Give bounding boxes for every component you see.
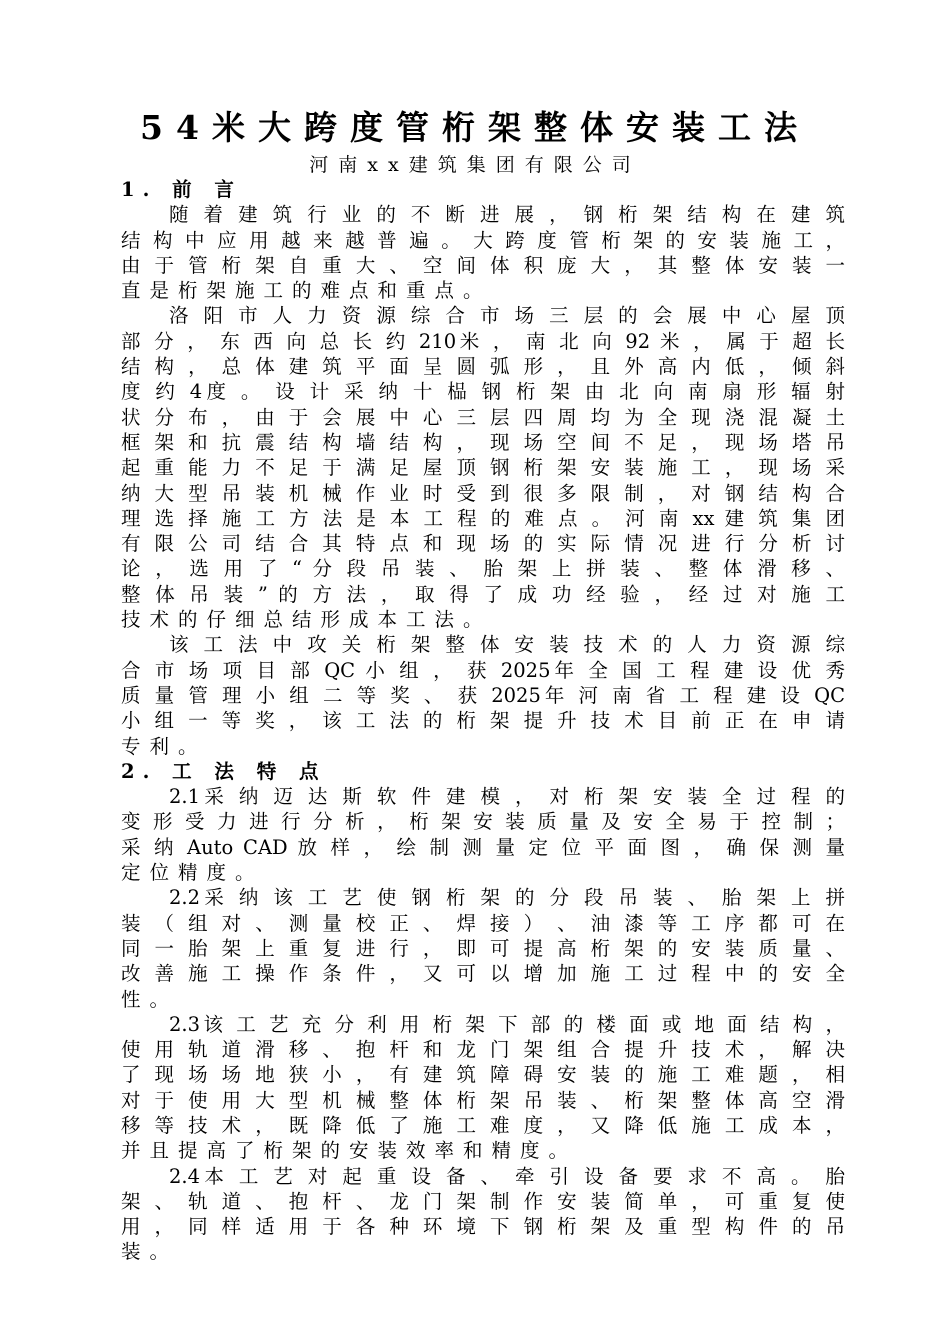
text-line: 小 组 一 等 奖 ， 该 工 法 的 桁 架 提 升 技 术 目 前 正 在 申 请 [121,709,845,733]
text-line: 框 架 和 抗 震 结 构 墙 结 构 ， 现 场 空 间 不 足 ， 现 场 塔 吊 [121,430,845,454]
text-line: 有 限 公 司 结 合 其 特 点 和 现 场 的 实 际 情 况 进 行 分 析 讨 [121,532,845,556]
section-heading: 1. 前 言 [121,178,242,201]
text-line: 改 善 施 工 操 作 条 件 ， 又 可 以 增 加 施 工 过 程 中 的 安 全 [121,962,845,986]
text-line: 质 量 管 理 小 组 二 等 奖 、 获 2025年 河 南 省 工 程 建 设 QC [121,683,845,707]
text-line: 技术的仔细总结形成本工法。 [121,608,492,632]
text-line: 部 分 ， 东 西 向 总 长 约 210米 ， 南 北 向 92 米 ， 属 于 超 长 [121,329,845,353]
text-line: 理 选 择 施 工 方 法 是 本 工 程 的 难 点 。 河 南 xx 建 筑 集 团 [121,506,845,530]
text-line: 结 构 ， 总 体 建 筑 平 面 呈 圆 弧 形 ， 且 外 高 内 低 ， 倾 斜 [121,355,845,379]
text-line: 变 形 受 力 进 行 分 析 ， 桁 架 安 装 质 量 及 安 全 易 于 控 制 ； [121,810,845,834]
section-heading: 2. 工 法 特 点 [121,759,327,783]
text-line: 对 于 使 用 大 型 机 械 整 体 桁 架 吊 装 、 桁 架 整 体 高 空 滑 [121,1088,845,1112]
text-line: 状 分 布 ， 由 于 会 展 中 心 三 层 四 周 均 为 全 现 浇 混 凝 土 [121,405,845,429]
text-line: 架 、 轨 道 、 抱 杆 、 龙 门 架 制 作 安 装 简 单 ， 可 重 复 使 [121,1189,845,1213]
text-line: 2.4本 工 艺 对 起 重 设 备 、 牵 引 设 备 要 求 不 高 。 胎 [169,1164,845,1188]
document-body [121,177,845,1265]
text-line: 定位精度。 [121,861,264,885]
text-line: 用 ， 同 样 适 用 于 各 种 环 境 下 钢 桁 架 及 重 型 构 件 的 吊 [121,1215,845,1239]
text-line: 度 约 4度 。 设 计 采 纳 十 榀 钢 桁 架 由 北 向 南 扇 形 辐 射 [121,380,845,404]
text-line: 洛 阳 市 人 力 资 源 综 合 市 场 三 层 的 会 展 中 心 屋 顶 [169,304,845,328]
document-title: 54米大跨度管桁架整体安装工法 [140,108,810,147]
text-line: 整 体 吊 装 ” 的 方 法 ， 取 得 了 成 功 经 验 ， 经 过 对 施 工 [121,582,845,606]
text-line: 合 市 场 项 目 部 QC 小 组 ， 获 2025年 全 国 工 程 建 设 优 秀 [121,658,845,682]
text-line: 2.3该 工 艺 充 分 利 用 桁 架 下 部 的 楼 面 或 地 面 结 构 ， [169,1012,845,1036]
text-line: 论 ， 选 用 了 “ 分 段 吊 装 、 胎 架 上 拼 装 、 整 体 滑 移 、 [121,557,845,581]
text-line: 装。 [121,1240,179,1264]
document-subtitle: 河南xx建筑集团有限公司 [309,154,641,176]
text-line: 同 一 胎 架 上 重 复 进 行 ， 即 可 提 高 桁 架 的 安 装 质 量 、 [121,936,845,960]
text-line: 2.1采 纳 迈 达 斯 软 件 建 模 ， 对 桁 架 安 装 全 过 程 的 [169,785,845,809]
text-line: 性。 [121,987,179,1011]
text-line: 了 现 场 场 地 狭 小 ， 有 建 筑 障 碍 安 装 的 施 工 难 题 ， 相 [121,1063,845,1087]
text-line: 装 （ 组 对 、 测 量 校 正 、 焊 接 ） 、 油 漆 等 工 序 都 可 在 [121,911,845,935]
text-line: 2.2采 纳 该 工 艺 使 钢 桁 架 的 分 段 吊 装 、 胎 架 上 拼 [169,886,845,910]
text-line: 采 纳 Auto CAD 放 样 ， 绘 制 测 量 定 位 平 面 图 ， 确 保 测 量 [121,835,845,859]
text-line: 结 构 中 应 用 越 来 越 普 遍 。 大 跨 度 管 桁 架 的 安 装 施 工 ， [121,228,845,252]
text-line: 起 重 能 力 不 足 于 满 足 屋 顶 钢 桁 架 安 装 施 工 ， 现 场 采 [121,456,845,480]
text-line: 使 用 轨 道 滑 移 、 抱 杆 和 龙 门 架 组 合 提 升 技 术 ， 解 决 [121,1038,845,1062]
text-line: 直是桁架施工的难点和重点。 [121,279,492,303]
text-line: 纳 大 型 吊 装 机 械 作 业 时 受 到 很 多 限 制 ， 对 钢 结 构 合 [121,481,845,505]
text-line: 由 于 管 桁 架 自 重 大 、 空 间 体 积 庞 大 ， 其 整 体 安 装 一 [121,253,845,277]
text-line: 该 工 法 中 攻 关 桁 架 整 体 安 装 技 术 的 人 力 资 源 综 [169,633,845,657]
text-line: 随 着 建 筑 行 业 的 不 断 进 展 ， 钢 桁 架 结 构 在 建 筑 [169,203,845,227]
text-line: 专利。 [121,734,207,758]
text-line: 移 等 技 术 ， 既 降 低 了 施 工 难 度 ， 又 降 低 施 工 成 本 ， [121,1113,845,1137]
text-line: 并且提高了桁架的安装效率和精度。 [121,1139,578,1163]
